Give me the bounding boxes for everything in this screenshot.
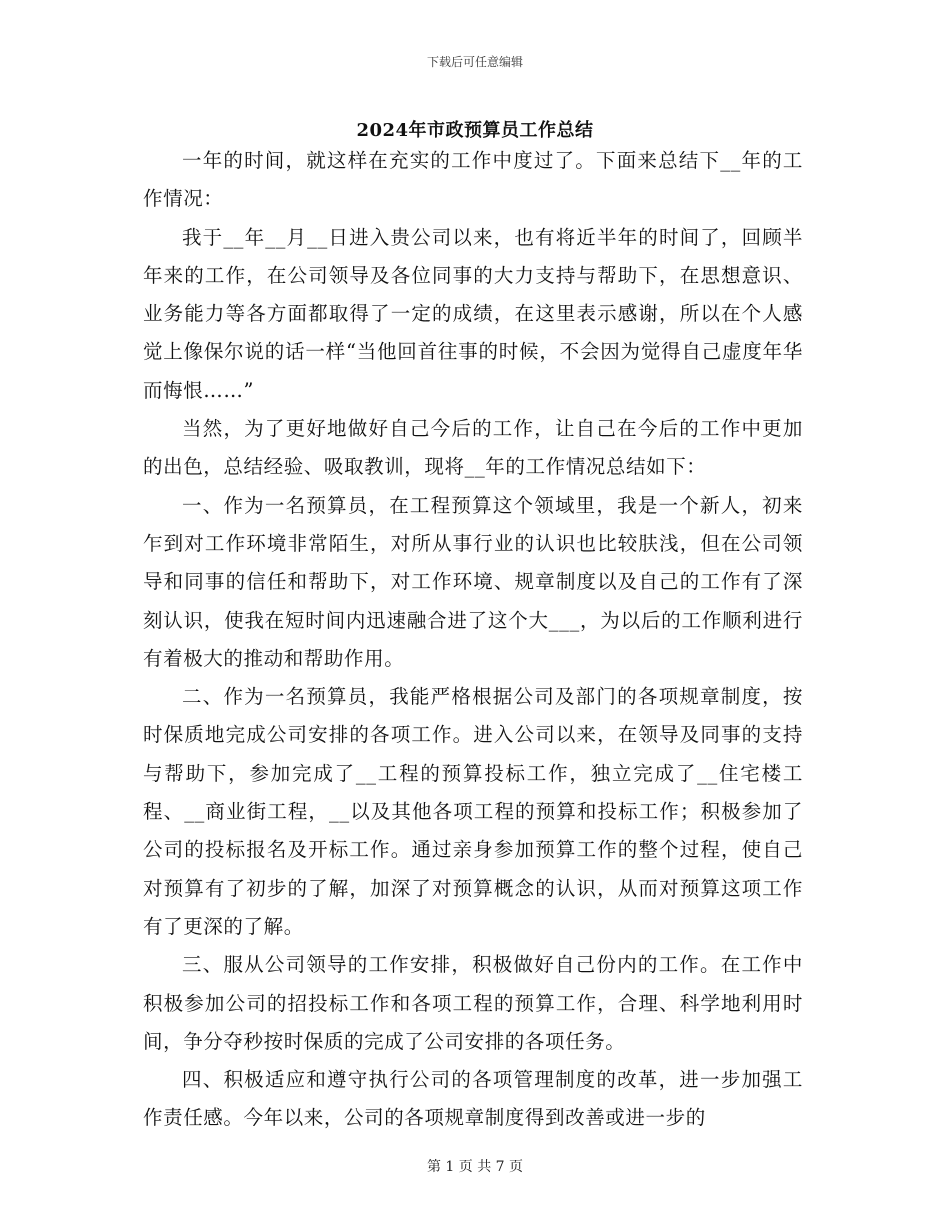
paragraph: 四、积极适应和遵守执行公司的各项管理制度的改革，进一步加强工作责任感。今年以来，公司的各项规章制度得到改善或进一步的: [143, 1068, 803, 1130]
paragraph: 一、作为一名预算员，在工程预算这个领域里，我是一个新人，初来乍到对工作环境非常陌生，对所从事行业的认识也比较肤浅，但在公司领导和同事的信任和帮助下，对工作环境、规章制度以及自己的工作有了深刻认识，使我在短时间内迅速融合进了这个大___，为以后的工作顺利进行有着极大的推动和帮助作用。: [143, 493, 803, 670]
document-body: [143, 142, 803, 1138]
page-header-note: 下载后可任意编辑: [426, 55, 523, 69]
paragraph: 我于__年__月__日进入贵公司以来，也有将近半年的时间了，回顾半年来的工作，在公司领导及各位同事的大力支持与帮助下，在思想意识、业务能力等各方面都取得了一定的成绩，在这里表示感谢，所以在个人感觉上像保尔说的话一样“当他回首往事的时候，不会因为觉得自己虚度年华而悔恨……”: [143, 225, 803, 402]
page-number-footer: 第 1 页 共 7 页: [426, 1159, 524, 1175]
paragraph: 二、作为一名预算员，我能严格根据公司及部门的各项规章制度，按时保质地完成公司安排的各项工作。进入公司以来，在领导及同事的支持与帮助下，参加完成了__工程的预算投标工作，独立完成了__住宅楼工程、__商业街工程，__以及其他各项工程的预算和投标工作；积极参加了公司的投标报名及开标工作。通过亲身参加预算工作的整个过程，使自己对预算有了初步的了解，加深了对预算概念的认识，从而对预算这项工作有了更深的了解。: [143, 685, 803, 938]
document-title: 2024年市政预算员工作总结: [356, 120, 594, 141]
paragraph: 当然，为了更好地做好自己今后的工作，让自己在今后的工作中更加的出色，总结经验、吸取教训，现将__年的工作情况总结如下：: [143, 417, 803, 479]
paragraph: 三、服从公司领导的工作安排，积极做好自己份内的工作。在工作中积极参加公司的招投标工作和各项工程的预算工作，合理、科学地利用时间，争分夺秒按时保质的完成了公司安排的各项任务。: [143, 953, 803, 1053]
paragraph: 一年的时间，就这样在充实的工作中度过了。下面来总结下__年的工作情况：: [143, 149, 803, 211]
